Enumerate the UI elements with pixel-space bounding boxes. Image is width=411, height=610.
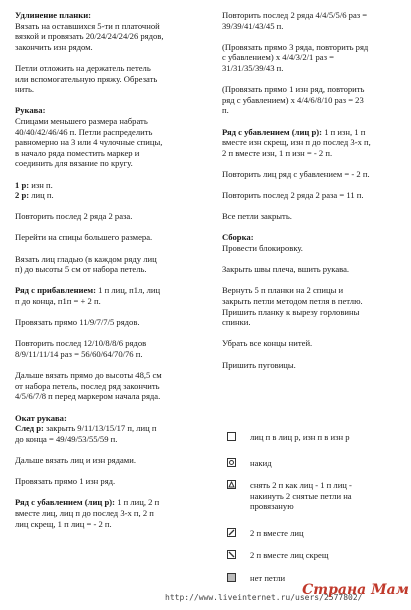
knit-stockinette: Вязать лиц гладью (в каждом ряду лиц п) до высоты 5 см от набора петель. (15, 253, 157, 275)
decrease-row-wrong (222, 127, 402, 159)
decrease-text: 1 п лиц, 2 п вместе лиц, лиц п до послед 3-х п, 2 п лиц скрещ, 1 п лиц = - 2 п. (15, 497, 160, 529)
increase-text: 1 п лиц, п1л, лиц п до конца, п1п = + 2 п. (15, 285, 161, 307)
placket-text-2: Петли отложить на держатель петель или вспомогательную пряжу. Обрезать нить. (15, 62, 158, 95)
placket-text: Вязать на оставшихся 5-ти п платочной вязкой и провязать 20/24/24/24/26 рядов, закончить изн рядом. (15, 20, 164, 52)
weave-ends: Убрать все концы нитей. (222, 338, 313, 349)
legend-text: лиц п в лиц р, изн п в изн р (250, 432, 350, 442)
repeat-1: Повторить послед 2 ряда 2 раза. (15, 211, 133, 222)
watermark-logo: Страна Мам (302, 582, 409, 598)
return-placket: Вернуть 5 п планки на 2 спицы и закрыть петли методом петля в петлю. Пришить планку к вырезу горловины спинки. (222, 285, 363, 328)
row1-label: 1 р: (15, 179, 30, 190)
row2 (15, 190, 210, 201)
repeat-2: Повторить послед 12/10/8/8/6 рядов 8/9/11/11/14 раз = 56/60/64/70/76 п. (15, 338, 147, 359)
gray-square-icon (227, 573, 236, 582)
decrease-label: Ряд с убавлением (лиц р): (15, 497, 116, 508)
next-text: закрыть 9/11/13/15/17 п, лиц п до конца = 49/49/53/55/59 п. (15, 423, 157, 444)
sleeve-heading: Рукава: (15, 105, 46, 116)
backslash-in-square-icon (227, 550, 236, 559)
repeat-top: Повторить послед 2 ряда 4/4/5/5/6 раз = 39/39/41/43/45 п. (222, 10, 368, 31)
cap-heading: Окат рукава: (15, 412, 67, 423)
right-column (222, 10, 402, 381)
placket-heading: Удлинение планки: (15, 10, 92, 20)
further-text: Дальше вязать лиц и изн рядами. (15, 454, 136, 465)
repeat-decrease: Повторить лиц ряд с убавлением = - 2 п. (222, 168, 370, 179)
knit-rows: Провязать прямо 11/9/7/7/5 рядов. (15, 317, 140, 328)
straight-1-repeat: (Провязать прямо 1 изн ряд, повторить ряд с убавлением) x 4/4/6/8/10 раз = 23 п. (222, 84, 365, 116)
watermark-url: http://www.liveinternet.ru/users/2577802/ (165, 593, 363, 602)
assembly-text: Провести блокировку. (222, 243, 303, 254)
sleeve-section (15, 105, 210, 169)
legend-text: нет петли (250, 573, 286, 583)
assembly-heading: Сборка: (222, 232, 254, 243)
slash-in-square-icon (227, 528, 236, 537)
legend-text: 2 п вместе лиц скрещ (250, 550, 329, 560)
straight-1: Провязать прямо 1 изн ряд. (15, 476, 116, 487)
decrease-text-wrong: 1 п изн, 1 п вместе изн скрещ, изн п до послед 3-х п, 2 п вместе изн, 1 п изн = - 2 п. (222, 126, 371, 158)
sleeve-text: Спицами меньшего размера набрать 40/40/42/46/46 п. Петли распределить равномерно на 3 или 4 чулочные спицы, в начало ряда поместить маркер и соединить для вязание по кругу. (15, 115, 163, 169)
sew-seams: Закрыть швы плеча, вшить рукава. (222, 264, 350, 275)
repeat-rows: Повторить послед 2 ряда 2 раза = 11 п. (222, 190, 364, 201)
left-column (15, 10, 210, 540)
decrease-row (15, 497, 210, 529)
assembly-section (222, 232, 402, 253)
legend-text: 2 п вместе лиц (250, 528, 304, 538)
straight-3: (Провязать прямо 3 ряда, повторить ряд с убавлением) x 4/4/3/2/1 раз = 31/31/35/39/43 п. (222, 41, 369, 73)
decrease-label-wrong: Ряд с убавлением (лиц р): (222, 126, 323, 137)
switch-needles: Перейти на спицы большего размера. (15, 232, 153, 243)
empty-square-icon (227, 432, 236, 441)
increase-row (15, 285, 210, 306)
row1-text: изн п. (29, 179, 53, 190)
row2-text: лиц п. (29, 190, 54, 201)
increase-label: Ряд с прибавлением: (15, 285, 97, 296)
bind-off: Все петли закрыть. (222, 211, 292, 222)
triangle-in-square-icon (227, 480, 236, 489)
legend-text: снять 2 п как лиц - 1 п лиц - накинуть 2 снятые петли на провязаную (250, 480, 352, 512)
placket-section (15, 10, 210, 52)
next-label: След р: (15, 423, 44, 434)
sew-buttons: Пришить пуговицы. (222, 359, 296, 370)
continue-text: Дальше вязать прямо до высоты 48,5 см от набора петель, послед ряд закончить 4/5/6/7/8 п перед маркером начала ряда. (15, 370, 162, 402)
next-row (15, 423, 210, 444)
circle-in-square-icon (227, 458, 236, 467)
row1 (15, 180, 210, 191)
legend-text: накид (250, 458, 272, 468)
row2-label: 2 р: (15, 190, 30, 201)
